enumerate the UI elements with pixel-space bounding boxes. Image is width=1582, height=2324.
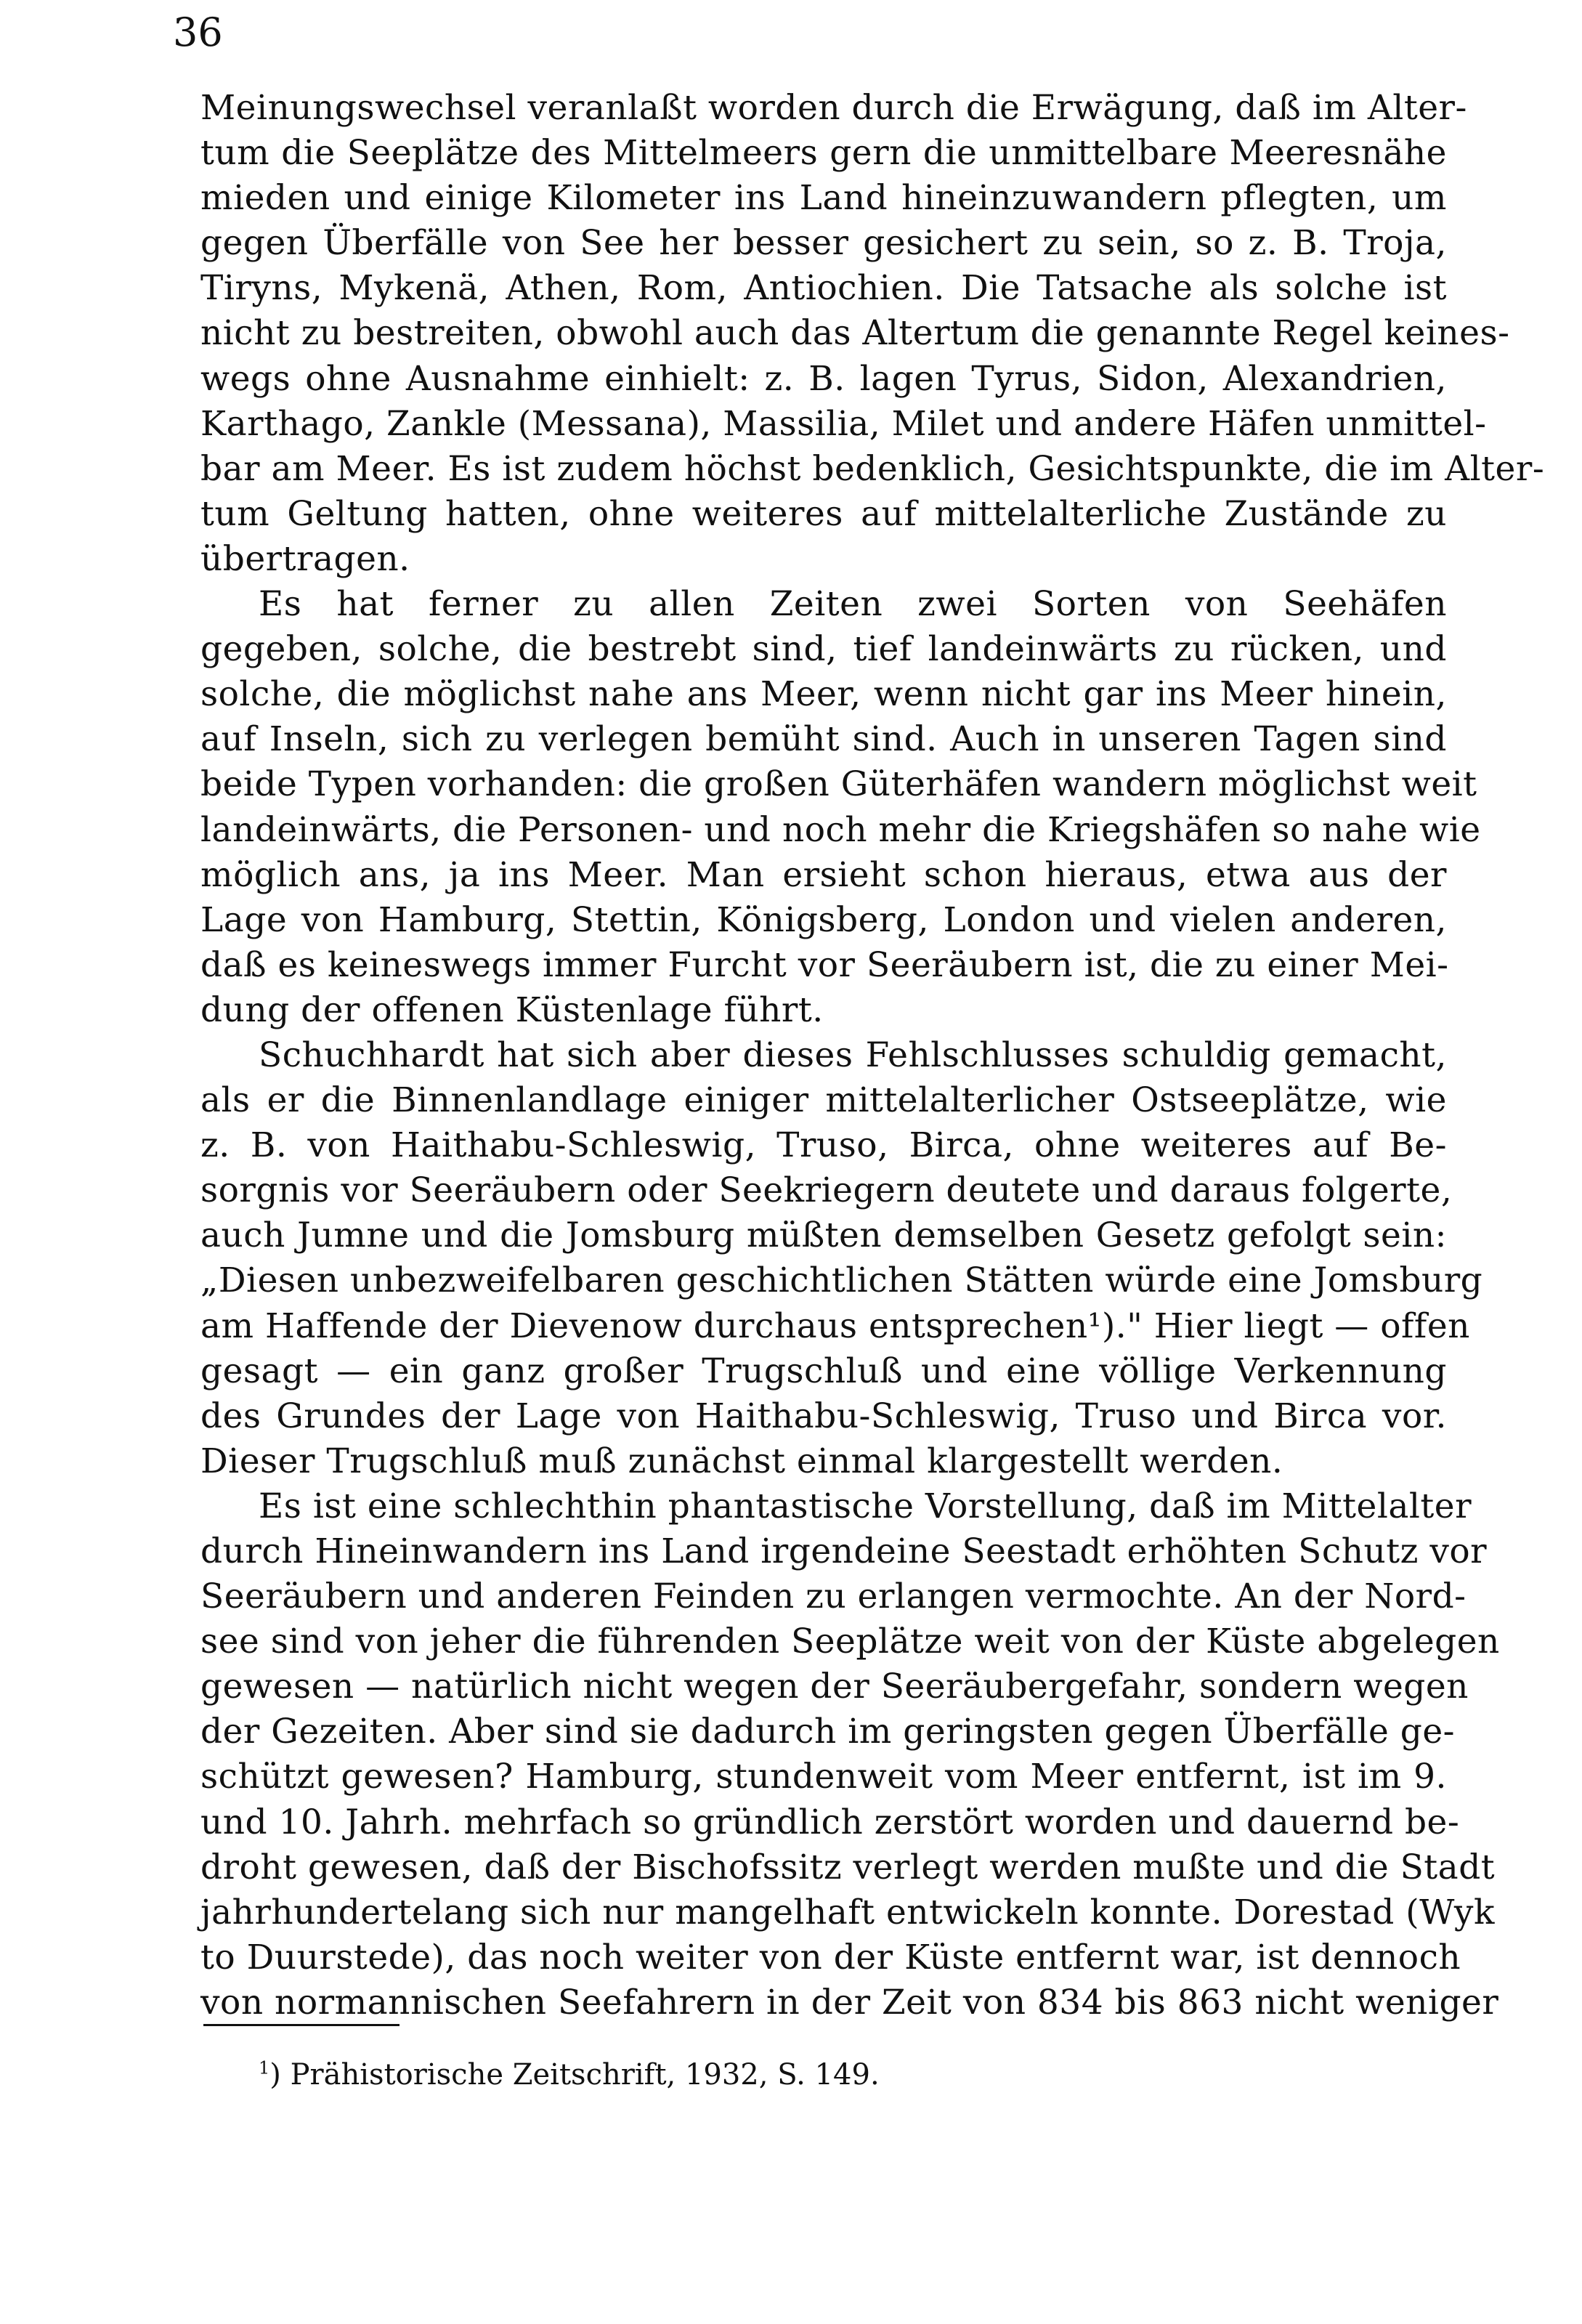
text-line: solche, die möglichst nahe ans Meer, wenn nicht gar ins Meer hinein, — [200, 674, 1447, 715]
body-text — [200, 86, 1545, 2025]
text-line: sorgnis vor Seeräubern oder Seekriegern deutete und daraus folgerte, — [200, 1170, 1453, 1211]
text-line: see sind von jeher die führenden Seeplätze weit von der Küste abgelegen — [200, 1621, 1500, 1662]
text-line: Es ist eine schlechthin phantastische Vorstellung, daß im Mittelalter — [259, 1486, 1472, 1526]
text-line: beide Typen vorhanden: die großen Güterhäfen wandern möglichst weit — [200, 764, 1477, 805]
text-line: Seeräubern und anderen Feinden zu erlangen vermochte. An der Nord- — [200, 1576, 1467, 1617]
text-line: nicht zu bestreiten, obwohl auch das Altertum die genannte Regel keines- — [200, 313, 1510, 354]
footnote — [259, 2057, 880, 2092]
text-line: Meinungswechsel veranlaßt worden durch die Erwägung, daß im Alter- — [200, 88, 1467, 128]
text-line: gegen Überfälle von See her besser gesichert zu sein, so z. B. Troja, — [200, 223, 1447, 264]
text-line: Karthago, Zankle (Messana), Massilia, Milet und andere Häfen unmittel- — [200, 403, 1487, 444]
text-line: gewesen — natürlich nicht wegen der Seeräubergefahr, sondern wegen — [200, 1667, 1469, 1707]
text-line: schützt gewesen? Hamburg, stundenweit vom Meer entfernt, ist im 9. — [200, 1757, 1447, 1797]
text-line: auf Inseln, sich zu verlegen bemüht sind. Auch in unseren Tagen sind — [200, 719, 1447, 760]
text-line: jahrhundertelang sich nur mangelhaft entwickeln konnte. Dorestad (Wyk — [200, 1892, 1495, 1932]
text-line: tum Geltung hatten, ohne weiteres auf mittelalterliche Zustände zu — [200, 493, 1447, 534]
text-line: daß es keineswegs immer Furcht vor Seeräubern ist, die zu einer Mei- — [200, 944, 1449, 985]
text-line: tum die Seeplätze des Mittelmeers gern die unmittelbare Meeresnähe — [200, 133, 1447, 174]
footnote-text: ) Prähistorische Zeitschrift, 1932, S. 149. — [269, 2058, 880, 2092]
text-line: wegs ohne Ausnahme einhielt: z. B. lagen Tyrus, Sidon, Alexandrien, — [200, 358, 1447, 399]
text-line: möglich ans, ja ins Meer. Man ersieht schon hieraus, etwa aus der — [200, 854, 1447, 895]
text-line: Dieser Trugschluß muß zunächst einmal klargestellt werden. — [200, 1441, 1283, 1481]
text-line: gesagt — ein ganz großer Trugschluß und eine völlige Verkennung — [200, 1351, 1447, 1391]
text-line: und 10. Jahrh. mehrfach so gründlich zerstört worden und dauernd be- — [200, 1802, 1460, 1842]
text-line: auch Jumne und die Jomsburg müßten demselben Gesetz gefolgt sein: — [200, 1215, 1447, 1256]
text-line: „Diesen unbezweifelbaren geschichtlichen Stätten würde eine Jomsburg — [200, 1260, 1483, 1301]
text-line: Schuchhardt hat sich aber dieses Fehlschlusses schuldig gemacht, — [259, 1035, 1447, 1075]
text-line: durch Hineinwandern ins Land irgendeine Seestadt erhöhten Schutz vor — [200, 1531, 1488, 1571]
footnote-divider — [203, 2024, 399, 2026]
text-line: übertragen. — [200, 538, 410, 579]
text-line: Es hat ferner zu allen Zeiten zwei Sorten von Seehäfen — [259, 584, 1447, 625]
text-line: mieden und einige Kilometer ins Land hineinzuwandern pflegten, um — [200, 178, 1447, 219]
text-line: der Gezeiten. Aber sind sie dadurch im geringsten gegen Überfälle ge- — [200, 1712, 1456, 1752]
text-line: als er die Binnenlandlage einiger mittelalterlicher Ostseeplätze, wie — [200, 1080, 1447, 1121]
text-line: Lage von Hamburg, Stettin, Königsberg, London und vielen anderen, — [200, 899, 1447, 940]
text-line: am Haffende der Dievenow durchaus entsprechen¹)." Hier liegt — offen — [200, 1305, 1470, 1346]
page-number: 36 — [173, 9, 223, 55]
text-line: Tiryns, Mykenä, Athen, Rom, Antiochien. Die Tatsache als solche ist — [200, 268, 1447, 309]
text-line: gegeben, solche, die bestrebt sind, tief landeinwärts zu rücken, und — [200, 629, 1447, 670]
text-line: landeinwärts, die Personen- und noch mehr die Kriegshäfen so nahe wie — [200, 809, 1481, 850]
text-line: von normannischen Seefahrern in der Zeit von 834 bis 863 nicht weniger — [200, 1982, 1499, 2023]
text-line: to Duurstede), das noch weiter von der Küste entfernt war, ist dennoch — [200, 1937, 1461, 1977]
footnote-marker: 1 — [259, 2057, 270, 2078]
text-line: z. B. von Haithabu-Schleswig, Truso, Birca, ohne weiteres auf Be- — [200, 1125, 1447, 1166]
text-line: des Grundes der Lage von Haithabu-Schleswig, Truso und Birca vor. — [200, 1396, 1447, 1436]
text-line: bar am Meer. Es ist zudem höchst bedenklich, Gesichtspunkte, die im Alter- — [200, 448, 1545, 489]
text-line: dung der offenen Küstenlage führt. — [200, 989, 824, 1030]
text-line: droht gewesen, daß der Bischofssitz verlegt werden mußte und die Stadt — [200, 1847, 1496, 1887]
